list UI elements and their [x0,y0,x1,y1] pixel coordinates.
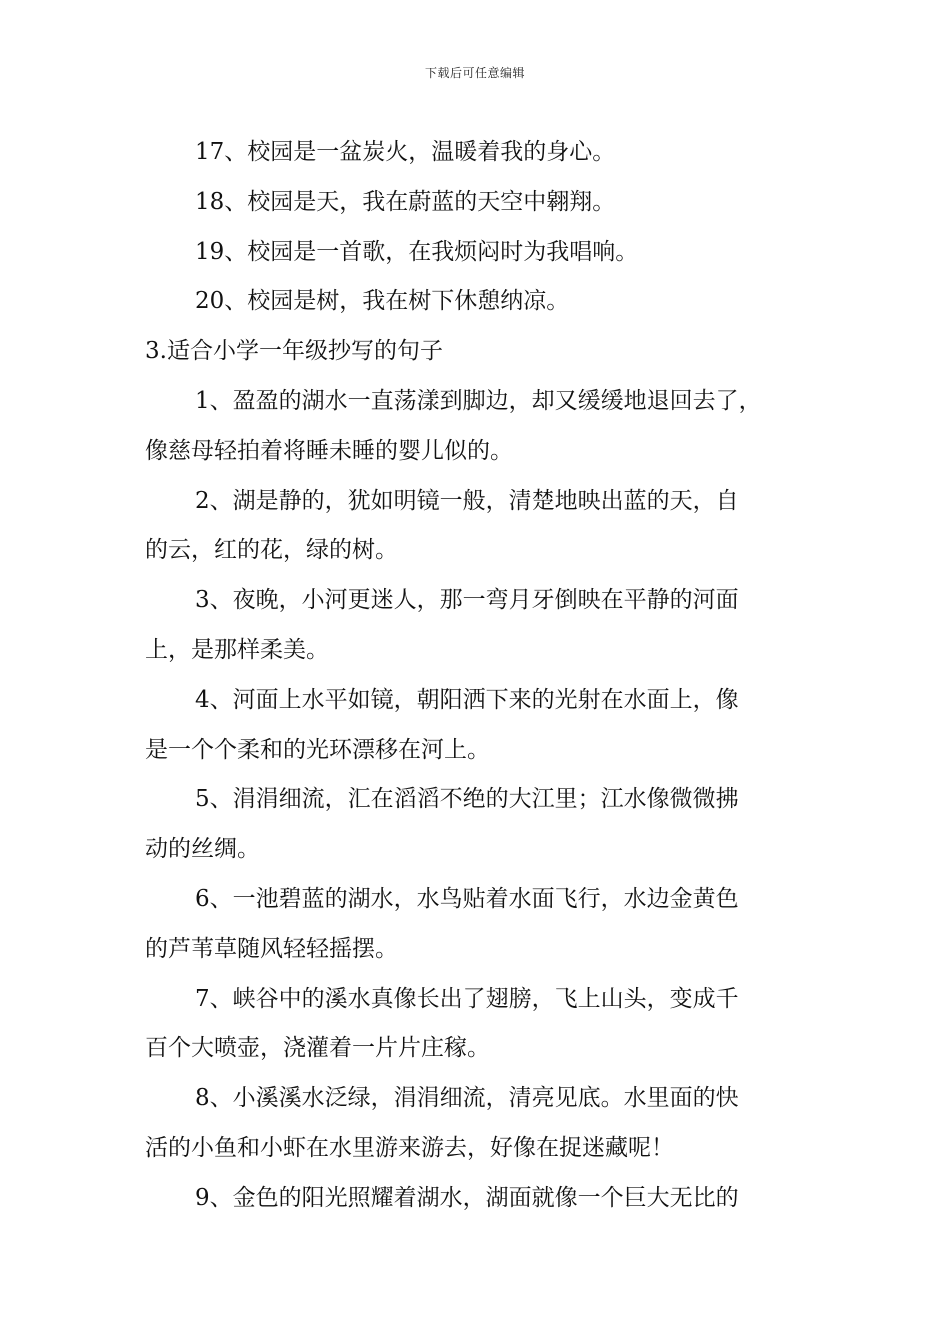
section-heading [145,327,810,377]
page-header: 下载后可任意编辑 [424,66,525,80]
item-line-continuation: 动的丝绸。 [145,836,260,863]
list-item [145,277,810,327]
list-item [145,975,810,1075]
list-item [145,377,810,477]
list-item [145,128,810,178]
list-item [145,178,810,228]
item-line-continuation: 像慈母轻拍着将睡未睡的婴儿似的。 [145,437,513,464]
item-line-continuation: 活的小鱼和小虾在水里游来游去，好像在捉迷藏呢！ [145,1134,674,1161]
item-line-first: 7、峡谷中的溪水真像长出了翅膀，飞上山头，变成千 [195,985,739,1012]
document-body [145,128,810,1224]
list-item [145,228,810,278]
item-text: 17、校园是一盆炭火，温暖着我的身心。 [195,139,616,165]
list-item [145,1174,810,1224]
item-text: 18、校园是天，我在蔚蓝的天空中翱翔。 [195,188,616,215]
item-line-continuation: 百个大喷壶，浇灌着一片片庄稼。 [145,1035,490,1062]
item-text: 19、校园是一首歌，在我烦闷时为我唱响。 [195,238,639,265]
list-item [145,1074,810,1174]
section-heading-text: 3.适合小学一年级抄写的句子 [145,338,443,365]
item-line-first: 4、河面上水平如镜，朝阳洒下来的光射在水面上，像 [195,686,739,713]
item-line-first: 9、金色的阳光照耀着湖水，湖面就像一个巨大无比的 [195,1184,739,1211]
item-line-first: 2、湖是静的，犹如明镜一般，清楚地映出蓝的天，自 [195,487,739,514]
item-line-continuation: 的芦苇草随风轻轻摇摆。 [145,935,398,962]
item-text: 20、校园是树，我在树下休憩纳凉。 [195,288,570,315]
item-line-continuation: 的云，红的花，绿的树。 [145,537,398,564]
item-line-first: 1、盈盈的湖水一直荡漾到脚边，却又缓缓地退回去了， [195,387,762,414]
item-line-continuation: 是一个个柔和的光环漂移在河上。 [145,736,490,763]
list-item [145,576,810,676]
item-line-first: 6、一池碧蓝的湖水，水鸟贴着水面飞行，水边金黄色 [195,885,739,912]
item-line-first: 3、夜晚，小河更迷人，那一弯月牙倒映在平静的河面 [195,587,739,614]
list-item [145,775,810,875]
item-line-first: 8、小溪溪水泛绿，涓涓细流，清亮见底。水里面的快 [195,1085,739,1112]
list-item [145,477,810,577]
item-line-first: 5、涓涓细流，汇在滔滔不绝的大江里；江水像微微拂 [195,786,739,813]
list-item [145,676,810,776]
item-line-continuation: 上，是那样柔美。 [145,636,329,663]
list-item [145,875,810,975]
